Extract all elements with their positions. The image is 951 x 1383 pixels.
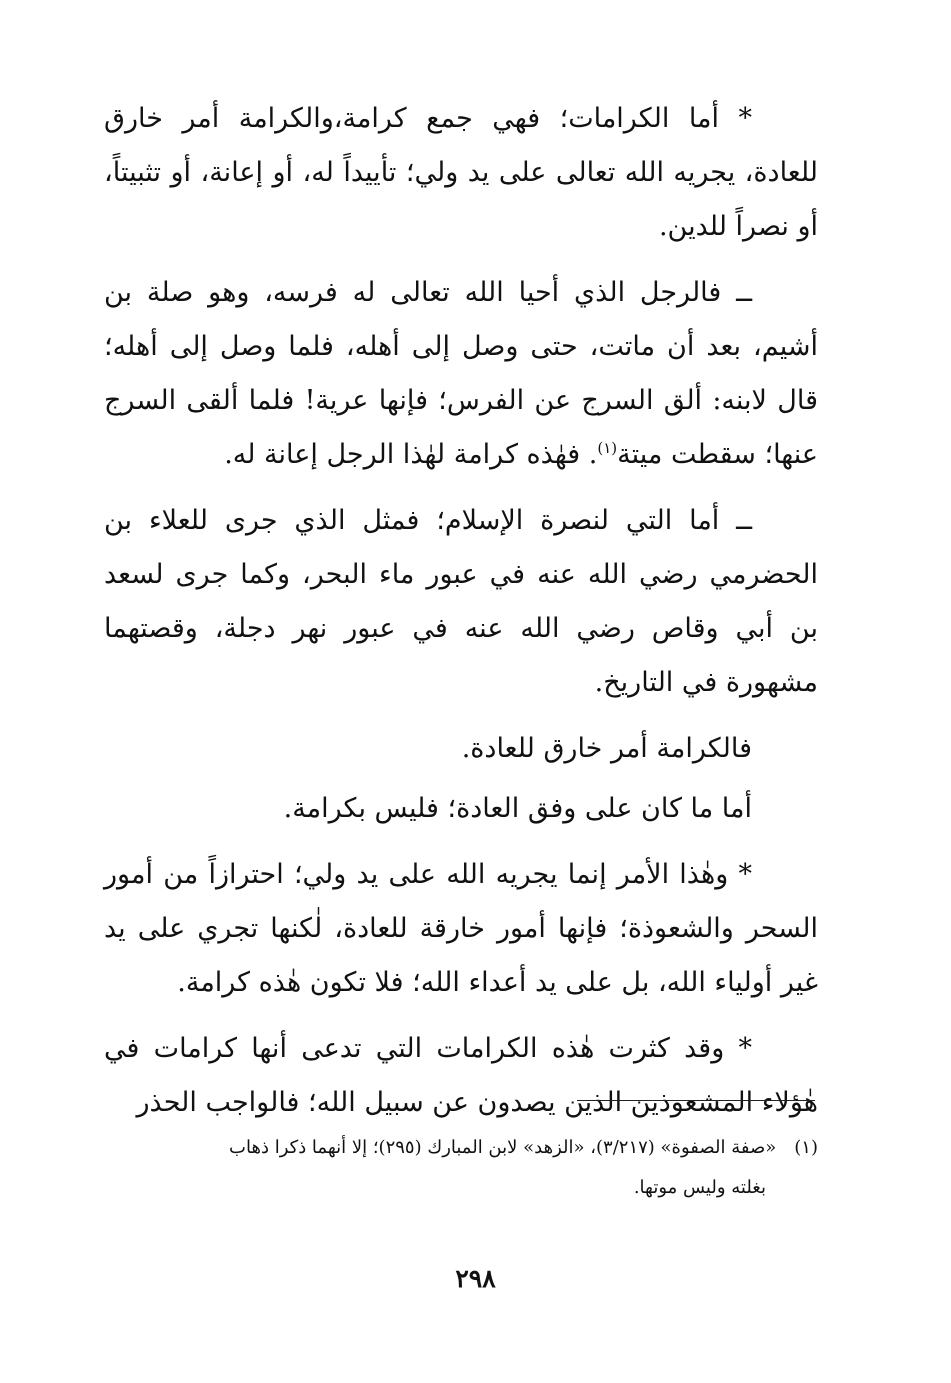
footnote-continuation: بغلته وليس موتها. bbox=[633, 1177, 766, 1198]
paragraph-silah-horse bbox=[104, 266, 818, 482]
paragraph-silah-horse-text: ــ فالرجل الذي أحيا الله تعالى له فرسه، وهو صلة بن أشيم، بعد أن ماتت، حتى وصل إلى أهله، فلما وصل إلى أهله؛ قال لابنه: ألق السرج عن الفرس؛ فإنها عرية! فلما ألقى السرج عنها؛ سقطت ميتة bbox=[104, 277, 818, 470]
paragraph-not-karamah: أما ما كان على وفق العادة؛ فليس بكرامة. bbox=[283, 793, 752, 824]
footnote-text: «صفة الصفوة» (٣/٢١٧)، «الزهد» لابن المبارك (٢٩٥)؛ إلا أنهما ذكرا ذهاب bbox=[229, 1137, 777, 1158]
paragraph-karamat-definition: * أما الكرامات؛ فهي جمع كرامة،والكرامة أمر خارق للعادة، يجريه الله تعالى على يد ولي؛ تأييداً له، أو إعانة، أو تثبيتاً، أو نصراً للدين. bbox=[104, 103, 818, 242]
body-text bbox=[104, 92, 818, 1142]
paragraph-mushawidhin: * وقد كثرت هٰذه الكرامات التي تدعى أنها كرامات في هٰؤلاء المشعوذين الذين يصدون عن سبيل الله؛ فالواجب الحذر bbox=[104, 1033, 818, 1118]
paragraph-silah-horse-tail: . فهٰذه كرامة لهٰذا الرجل إعانة له. bbox=[224, 439, 598, 470]
paragraph-victory-islam: ــ أما التي لنصرة الإسلام؛ فمثل الذي جرى للعلاء بن الحضرمي رضي الله عنه في عبور ماء البحر، وكما جرى لسعد بن أبي وقاص رضي الله عنه في عبور نهر دجلة، وقصتهما مشهورة في التاريخ. bbox=[104, 505, 818, 698]
footnote-number: (١) bbox=[794, 1137, 818, 1158]
paragraph-sihr: * وهٰذا الأمر إنما يجريه الله على يد ولي؛ احترازاً من أمور السحر والشعوذة؛ فإنها أمور خارقة للعادة، لٰكنها تجري على يد غير أولياء الله، بل على يد أعداء الله؛ فلا تكون هٰذه كرامة. bbox=[104, 859, 818, 998]
footnote bbox=[104, 1128, 818, 1208]
paragraph-karamah-khariq: فالكرامة أمر خارق للعادة. bbox=[461, 733, 752, 764]
footnote-reference[interactable]: (١) bbox=[597, 439, 618, 457]
page-number: ٢٩٨ bbox=[455, 1264, 496, 1293]
footnote-divider bbox=[577, 1100, 815, 1101]
